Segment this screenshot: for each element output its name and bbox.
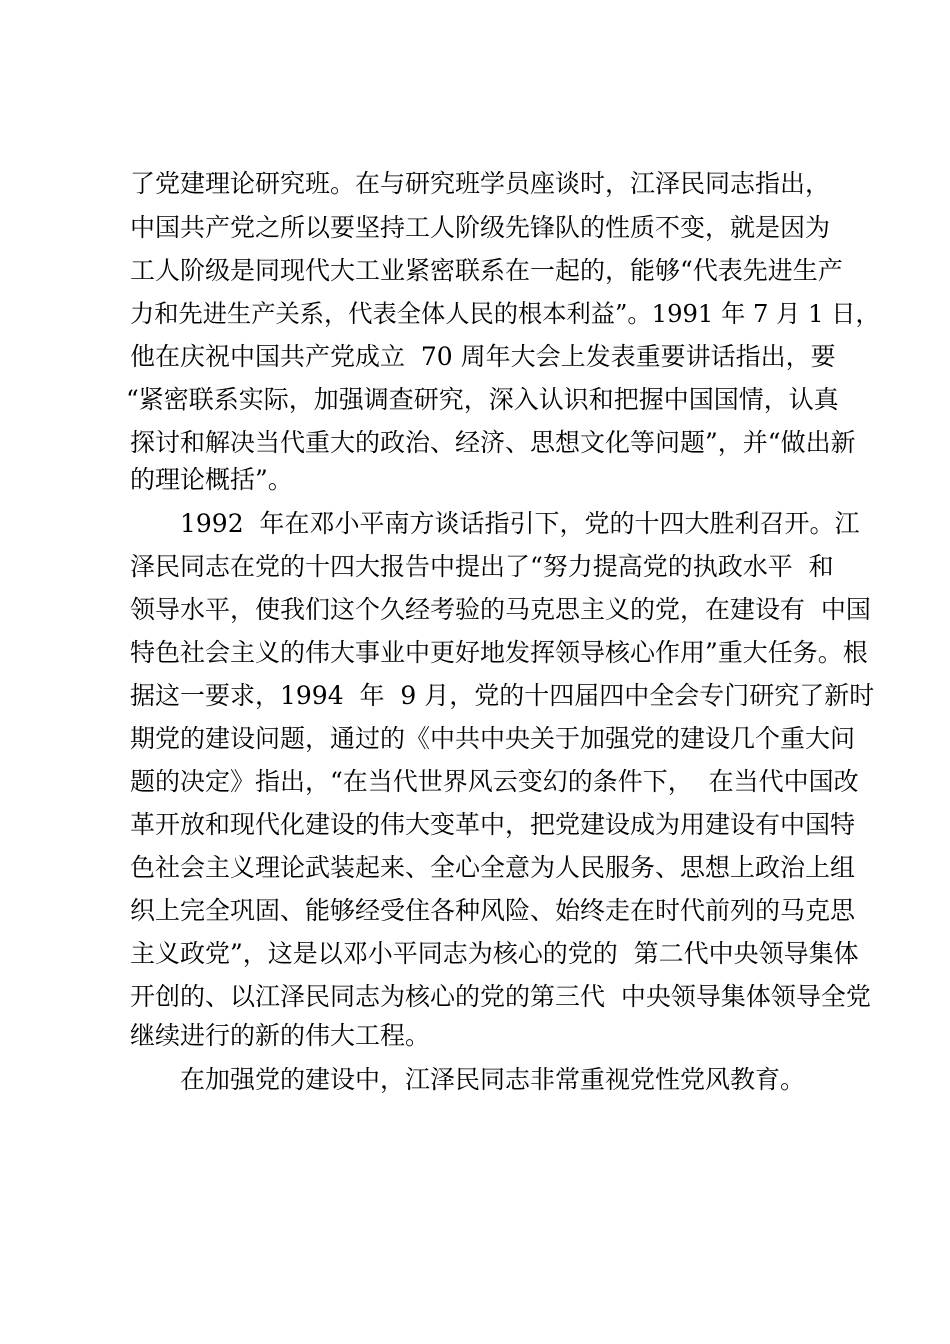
- text-line: 泽民同志在党的十四大报告中提出了“努力提高党的执政水平 和: [130, 552, 834, 581]
- text-line: 主义政党”，这是以邓小平同志为核心的党的 第二代中央领导集体: [130, 939, 859, 968]
- text-line: 在加强党的建设中，江泽民同志非常重视党性党风教育。: [180, 1065, 806, 1094]
- text-line: 探讨和解决当代重大的政治、经济、思想文化等问题”，并“做出新: [130, 428, 856, 457]
- text-line: 中国共产党之所以要坚持工人阶级先锋队的性质不变，就是因为: [130, 213, 831, 242]
- text-line: 期党的建设问题，通过的《中共中央关于加强党的建设几个重大问: [130, 724, 856, 753]
- text-line: 了党建理论研究班。在与研究班学员座谈时，江泽民同志指出，: [130, 169, 831, 198]
- text-line: 据这一要求，1994 年 9 月，党的十四届四中全会专门研究了新时: [130, 681, 875, 710]
- text-line: 的理论概括”。: [130, 465, 293, 494]
- text-line: 题的决定》指出，“在当代世界风云变幻的条件下， 在当代中国改: [130, 767, 859, 796]
- text-line: 色社会主义理论武装起来、全心全意为人民服务、思想上政治上组: [130, 853, 856, 882]
- text-line: 特色社会主义的伟大事业中更好地发挥领导核心作用”重大任务。根: [130, 638, 868, 667]
- text-line: 开创的、以江泽民同志为核心的党的第三代 中央领导集体领导全党: [130, 982, 871, 1011]
- text-line: 革开放和现代化建设的伟大变革中，把党建设成为用建设有中国特: [130, 810, 856, 839]
- text-line: 1992 年在邓小平南方谈话指引下，党的十四大胜利召开。江: [180, 509, 860, 538]
- text-line: 领导水平，使我们这个久经考验的马克思主义的党，在建设有 中国: [130, 595, 871, 624]
- text-line: “紧密联系实际，加强调查研究，深入认识和把握中国国情，认真: [126, 385, 839, 414]
- text-line: 继续进行的新的伟大工程。: [130, 1021, 431, 1050]
- text-line: 织上完全巩固、能够经受住各种风险、始终走在时代前列的马克思: [130, 896, 856, 925]
- text-line: 他在庆祝中国共产党成立 70 周年大会上发表重要讲话指出，要: [130, 342, 836, 371]
- text-line: 工人阶级是同现代大工业紧密联系在一起的，能够“代表先进生产: [130, 256, 843, 285]
- text-line: 力和先进生产关系，代表全体人民的根本利益”。1991 年 7 月 1 日，: [130, 299, 880, 328]
